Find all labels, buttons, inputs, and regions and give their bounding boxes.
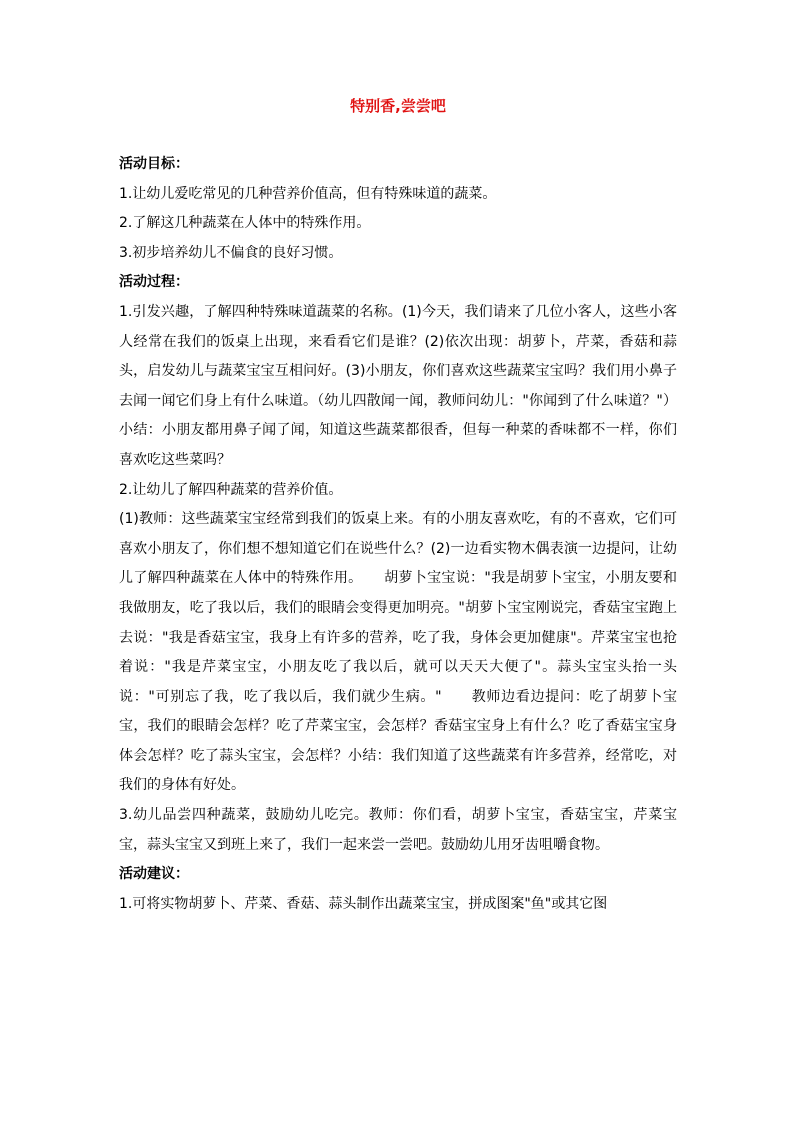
goal-item-3: 3.初步培养幼儿不偏食的良好习惯。: [119, 244, 343, 261]
process-heading: 活动过程：: [119, 274, 189, 291]
process-item-2: 2.让幼儿了解四种蔬菜的营养价值。: [119, 481, 343, 498]
process-item-3: 3.幼儿品尝四种蔬菜，鼓励幼儿吃完。教师：你们看，胡萝卜宝宝，香菇宝宝，芹菜宝宝，蒜头宝宝又到班上来了，我们一起来尝一尝吧。鼓励幼儿用牙齿咀嚼食物。: [119, 807, 677, 853]
document-body: [119, 150, 677, 919]
suggest-heading: 活动建议：: [119, 866, 189, 883]
document-title: 特别香,尝尝吧: [350, 97, 446, 115]
process-item-2-detail: (1)教师：这些蔬菜宝宝经常到我们的饭桌上来。有的小朋友喜欢吃，有的不喜欢，它们可喜欢小朋友了，你们想不想知道它们在说些什么？(2)一边看实物木偶表演一边提问，让幼儿了解四种蔬菜在人体中的特殊作用。 胡萝卜宝宝说："我是胡萝卜宝宝，小朋友要和我做朋友，吃了我以后，我们的眼睛会变得更加明亮。"胡萝卜宝宝刚说完，香菇宝宝跑上去说："我是香菇宝宝，我身上有许多的营养，吃了我，身体会更加健康"。芹菜宝宝也抢着说："我是芹菜宝宝，小朋友吃了我以后，就可以天天大便了"。蒜头宝宝头抬一头说："可别忘了我，吃了我以后，我们就少生病。" 教师边看边提问：吃了胡萝卜宝宝，我们的眼睛会怎样？吃了芹菜宝宝，会怎样？香菇宝宝身上有什么？吃了香菇宝宝身体会怎样？吃了蒜头宝宝，会怎样？小结：我们知道了这些蔬菜有许多营养，经常吃，对我们的身体有好处。: [119, 511, 677, 794]
process-item-1: 1.引发兴趣，了解四种特殊味道蔬菜的名称。(1)今天，我们请来了几位小客人，这些小客人经常在我们的饭桌上出现，来看看它们是谁？(2)依次出现：胡萝卜，芹菜，香菇和蒜头，启发幼儿与蔬菜宝宝互相问好。(3)小朋友，你们喜欢这些蔬菜宝宝吗？我们用小鼻子去闻一闻它们身上有什么味道。（幼儿四散闻一闻，教师问幼儿："你闻到了什么味道？"）小结：小朋友都用鼻子闻了闻，知道这些蔬菜都很香，但每一种菜的香味都不一样，你们喜欢吃这些菜吗？: [119, 303, 677, 468]
goals-heading: 活动目标：: [119, 156, 189, 172]
goal-item-1: 1.让幼儿爱吃常见的几种营养价值高，但有特殊味道的蔬菜。: [119, 185, 497, 202]
goal-item-2: 2.了解这几种蔬菜在人体中的特殊作用。: [119, 215, 371, 232]
suggest-item-1: 1.可将实物胡萝卜、芹菜、香菇、蒜头制作出蔬菜宝宝，拼成图案"鱼"或其它图: [119, 895, 608, 912]
